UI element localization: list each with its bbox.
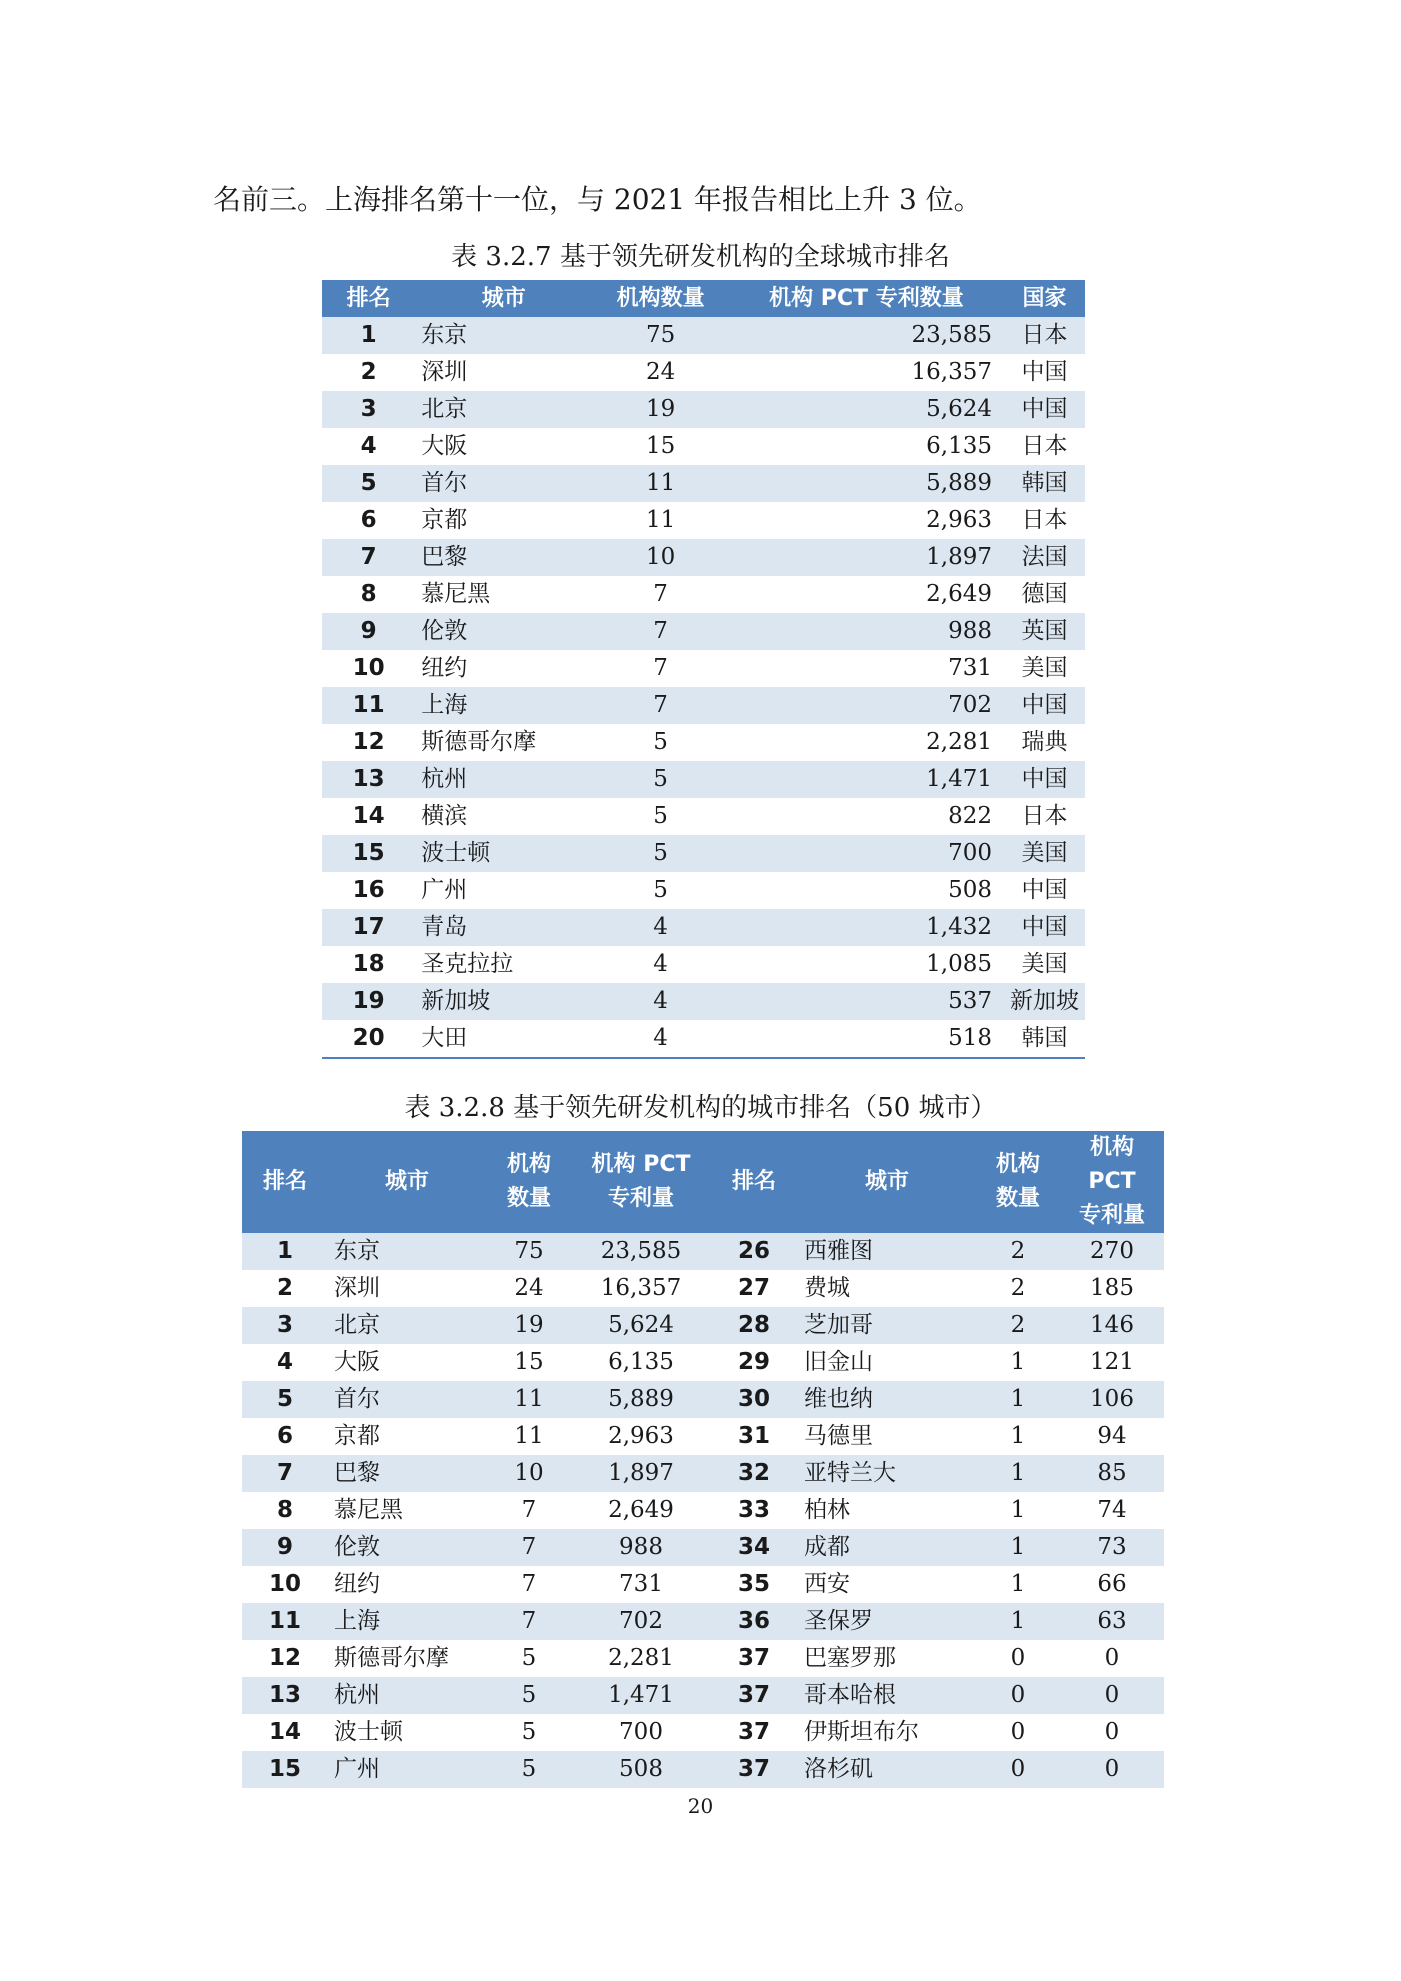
pct-count-cell: 731: [729, 650, 1004, 687]
institution-count-cell: 0: [976, 1677, 1060, 1714]
pct-count-cell: 73: [1060, 1529, 1164, 1566]
pct-count-cell: 146: [1060, 1307, 1164, 1344]
header-city-right: 城市: [798, 1131, 976, 1233]
rank-cell: 16: [322, 872, 415, 909]
rank-cell: 9: [242, 1529, 328, 1566]
city-cell: 伦敦: [415, 613, 592, 650]
pct-count-cell: 5,624: [729, 391, 1004, 428]
country-cell: 日本: [1004, 798, 1085, 835]
institution-count-cell: 1: [976, 1381, 1060, 1418]
pct-count-cell: 1,897: [729, 539, 1004, 576]
pct-count-cell: 2,281: [729, 724, 1004, 761]
header-pct-left: 机构 PCT 专利量: [572, 1131, 710, 1233]
rank-cell: 18: [322, 946, 415, 983]
table-row: [242, 1455, 1164, 1492]
pct-count-cell: 66: [1060, 1566, 1164, 1603]
country-cell: 中国: [1004, 391, 1085, 428]
table-row: [242, 1529, 1164, 1566]
pct-count-cell: 6,135: [572, 1344, 710, 1381]
city-cell: 慕尼黑: [415, 576, 592, 613]
rank-cell: 15: [322, 835, 415, 872]
country-cell: 中国: [1004, 872, 1085, 909]
city-cell: 柏林: [798, 1492, 976, 1529]
institution-count-cell: 5: [592, 798, 728, 835]
pct-count-cell: 85: [1060, 1455, 1164, 1492]
header-city-left: 城市: [328, 1131, 486, 1233]
city-cell: 横滨: [415, 798, 592, 835]
pct-count-cell: 0: [1060, 1640, 1164, 1677]
table-row: [322, 502, 1085, 539]
header-country: 国家: [1004, 280, 1085, 317]
table-row: [322, 687, 1085, 724]
city-cell: 京都: [415, 502, 592, 539]
table2-caption: 表 3.2.8 基于领先研发机构的城市排名（50 城市）: [404, 1093, 997, 1123]
city-cell: 北京: [415, 391, 592, 428]
pct-count-cell: 5,624: [572, 1307, 710, 1344]
city-cell: 维也纳: [798, 1381, 976, 1418]
pct-count-cell: 63: [1060, 1603, 1164, 1640]
pct-count-cell: 731: [572, 1566, 710, 1603]
header-pct-right: 机构 PCT 专利量: [1060, 1131, 1164, 1233]
institution-count-cell: 5: [592, 761, 728, 798]
rank-cell: 33: [710, 1492, 798, 1529]
city-cell: 巴塞罗那: [798, 1640, 976, 1677]
pct-count-cell: 6,135: [729, 428, 1004, 465]
pct-count-cell: 1,471: [729, 761, 1004, 798]
rank-cell: 11: [242, 1603, 328, 1640]
institution-count-cell: 75: [592, 317, 728, 354]
rank-cell: 19: [322, 983, 415, 1020]
rank-cell: 29: [710, 1344, 798, 1381]
pct-count-cell: 23,585: [572, 1233, 710, 1270]
city-cell: 广州: [415, 872, 592, 909]
global-city-ranking-table: [322, 280, 1085, 1059]
rank-cell: 10: [322, 650, 415, 687]
city-cell: 斯德哥尔摩: [328, 1640, 486, 1677]
rank-cell: 1: [242, 1233, 328, 1270]
city-cell: 上海: [415, 687, 592, 724]
pct-count-cell: 5,889: [572, 1381, 710, 1418]
table1-header-row: [322, 280, 1085, 317]
institution-count-cell: 7: [592, 576, 728, 613]
header-rank: 排名: [322, 280, 415, 317]
city-cell: 慕尼黑: [328, 1492, 486, 1529]
institution-count-cell: 1: [976, 1344, 1060, 1381]
pct-count-cell: 822: [729, 798, 1004, 835]
city-cell: 深圳: [328, 1270, 486, 1307]
table-row: [242, 1307, 1164, 1344]
city-cell: 大阪: [415, 428, 592, 465]
institution-count-cell: 5: [592, 872, 728, 909]
city-cell: 马德里: [798, 1418, 976, 1455]
country-cell: 法国: [1004, 539, 1085, 576]
pct-count-cell: 5,889: [729, 465, 1004, 502]
rank-cell: 35: [710, 1566, 798, 1603]
country-cell: 中国: [1004, 761, 1085, 798]
institution-count-cell: 11: [486, 1381, 572, 1418]
rank-cell: 4: [322, 428, 415, 465]
rank-cell: 12: [242, 1640, 328, 1677]
rank-cell: 26: [710, 1233, 798, 1270]
city-cell: 杭州: [328, 1677, 486, 1714]
country-cell: 英国: [1004, 613, 1085, 650]
table-row: [322, 539, 1085, 576]
pct-count-cell: 74: [1060, 1492, 1164, 1529]
table-row: [322, 650, 1085, 687]
pct-count-cell: 16,357: [729, 354, 1004, 391]
city-cell: 上海: [328, 1603, 486, 1640]
institution-count-cell: 15: [486, 1344, 572, 1381]
country-cell: 韩国: [1004, 465, 1085, 502]
page-number: 20: [687, 1794, 714, 1818]
pct-count-cell: 16,357: [572, 1270, 710, 1307]
city-cell: 洛杉矶: [798, 1751, 976, 1788]
pct-count-cell: 106: [1060, 1381, 1164, 1418]
institution-count-cell: 10: [592, 539, 728, 576]
institution-count-cell: 7: [592, 687, 728, 724]
rank-cell: 4: [242, 1344, 328, 1381]
rank-cell: 17: [322, 909, 415, 946]
pct-count-cell: 121: [1060, 1344, 1164, 1381]
institution-count-cell: 7: [486, 1603, 572, 1640]
city-cell: 深圳: [415, 354, 592, 391]
institution-count-cell: 7: [486, 1492, 572, 1529]
rank-cell: 34: [710, 1529, 798, 1566]
city-ranking-50-table: [242, 1131, 1164, 1788]
institution-count-cell: 4: [592, 983, 728, 1020]
institution-count-cell: 5: [486, 1751, 572, 1788]
pct-count-cell: 2,963: [572, 1418, 710, 1455]
pct-count-cell: 23,585: [729, 317, 1004, 354]
pct-count-cell: 2,963: [729, 502, 1004, 539]
pct-count-cell: 2,281: [572, 1640, 710, 1677]
institution-count-cell: 0: [976, 1640, 1060, 1677]
city-cell: 成都: [798, 1529, 976, 1566]
pct-count-cell: 508: [729, 872, 1004, 909]
rank-cell: 15: [242, 1751, 328, 1788]
institution-count-cell: 1: [976, 1455, 1060, 1492]
table-row: [322, 1020, 1085, 1058]
city-cell: 巴黎: [415, 539, 592, 576]
rank-cell: 27: [710, 1270, 798, 1307]
country-cell: 新加坡: [1004, 983, 1085, 1020]
table-row: [322, 983, 1085, 1020]
country-cell: 德国: [1004, 576, 1085, 613]
pct-count-cell: 518: [729, 1020, 1004, 1058]
table2-header-row: [242, 1131, 1164, 1233]
pct-count-cell: 1,471: [572, 1677, 710, 1714]
pct-count-cell: 988: [572, 1529, 710, 1566]
pct-count-cell: 1,432: [729, 909, 1004, 946]
rank-cell: 2: [242, 1270, 328, 1307]
table1-caption: 表 3.2.7 基于领先研发机构的全球城市排名: [451, 242, 950, 272]
table-row: [322, 317, 1085, 354]
city-cell: 西雅图: [798, 1233, 976, 1270]
institution-count-cell: 5: [486, 1714, 572, 1751]
institution-count-cell: 1: [976, 1603, 1060, 1640]
table-row: [322, 391, 1085, 428]
institution-count-cell: 4: [592, 909, 728, 946]
pct-count-cell: 270: [1060, 1233, 1164, 1270]
pct-count-cell: 0: [1060, 1677, 1164, 1714]
pct-count-cell: 1,085: [729, 946, 1004, 983]
institution-count-cell: 0: [976, 1751, 1060, 1788]
table-row: [242, 1714, 1164, 1751]
city-cell: 亚特兰大: [798, 1455, 976, 1492]
rank-cell: 20: [322, 1020, 415, 1058]
rank-cell: 37: [710, 1751, 798, 1788]
rank-cell: 37: [710, 1714, 798, 1751]
pct-count-cell: 2,649: [729, 576, 1004, 613]
city-cell: 哥本哈根: [798, 1677, 976, 1714]
pct-count-cell: 537: [729, 983, 1004, 1020]
city-cell: 京都: [328, 1418, 486, 1455]
rank-cell: 11: [322, 687, 415, 724]
rank-cell: 6: [322, 502, 415, 539]
pct-count-cell: 702: [572, 1603, 710, 1640]
rank-cell: 2: [322, 354, 415, 391]
rank-cell: 5: [242, 1381, 328, 1418]
table-row: [242, 1270, 1164, 1307]
table-row: [322, 872, 1085, 909]
city-cell: 东京: [328, 1233, 486, 1270]
table-row: [322, 835, 1085, 872]
city-cell: 旧金山: [798, 1344, 976, 1381]
country-cell: 美国: [1004, 946, 1085, 983]
table-row: [242, 1344, 1164, 1381]
rank-cell: 37: [710, 1640, 798, 1677]
institution-count-cell: 1: [976, 1529, 1060, 1566]
header-count-right: 机构 数量: [976, 1131, 1060, 1233]
city-cell: 广州: [328, 1751, 486, 1788]
institution-count-cell: 7: [486, 1529, 572, 1566]
rank-cell: 6: [242, 1418, 328, 1455]
city-cell: 大田: [415, 1020, 592, 1058]
institution-count-cell: 7: [486, 1566, 572, 1603]
table-row: [322, 428, 1085, 465]
rank-cell: 30: [710, 1381, 798, 1418]
country-cell: 美国: [1004, 650, 1085, 687]
rank-cell: 7: [322, 539, 415, 576]
city-cell: 青岛: [415, 909, 592, 946]
rank-cell: 7: [242, 1455, 328, 1492]
city-cell: 首尔: [415, 465, 592, 502]
institution-count-cell: 1: [976, 1418, 1060, 1455]
city-cell: 北京: [328, 1307, 486, 1344]
institution-count-cell: 19: [592, 391, 728, 428]
table-row: [242, 1603, 1164, 1640]
rank-cell: 37: [710, 1677, 798, 1714]
pct-count-cell: 700: [572, 1714, 710, 1751]
city-cell: 纽约: [415, 650, 592, 687]
institution-count-cell: 7: [592, 613, 728, 650]
rank-cell: 31: [710, 1418, 798, 1455]
institution-count-cell: 19: [486, 1307, 572, 1344]
table-row: [322, 576, 1085, 613]
rank-cell: 10: [242, 1566, 328, 1603]
institution-count-cell: 75: [486, 1233, 572, 1270]
rank-cell: 36: [710, 1603, 798, 1640]
city-cell: 纽约: [328, 1566, 486, 1603]
city-cell: 西安: [798, 1566, 976, 1603]
institution-count-cell: 2: [976, 1307, 1060, 1344]
rank-cell: 5: [322, 465, 415, 502]
rank-cell: 32: [710, 1455, 798, 1492]
pct-count-cell: 988: [729, 613, 1004, 650]
pct-count-cell: 700: [729, 835, 1004, 872]
table-row: [242, 1418, 1164, 1455]
table-row: [322, 613, 1085, 650]
table-row: [242, 1566, 1164, 1603]
pct-count-cell: 2,649: [572, 1492, 710, 1529]
header-rank-right: 排名: [710, 1131, 798, 1233]
table-row: [322, 354, 1085, 391]
institution-count-cell: 10: [486, 1455, 572, 1492]
institution-count-cell: 4: [592, 946, 728, 983]
table-row: [242, 1233, 1164, 1270]
table-row: [322, 724, 1085, 761]
city-cell: 斯德哥尔摩: [415, 724, 592, 761]
table-row: [242, 1381, 1164, 1418]
institution-count-cell: 5: [592, 724, 728, 761]
institution-count-cell: 11: [486, 1418, 572, 1455]
pct-count-cell: 508: [572, 1751, 710, 1788]
country-cell: 韩国: [1004, 1020, 1085, 1058]
city-cell: 伦敦: [328, 1529, 486, 1566]
city-cell: 芝加哥: [798, 1307, 976, 1344]
institution-count-cell: 24: [592, 354, 728, 391]
country-cell: 日本: [1004, 317, 1085, 354]
city-cell: 波士顿: [328, 1714, 486, 1751]
rank-cell: 3: [322, 391, 415, 428]
institution-count-cell: 15: [592, 428, 728, 465]
pct-count-cell: 1,897: [572, 1455, 710, 1492]
table-row: [322, 761, 1085, 798]
city-cell: 费城: [798, 1270, 976, 1307]
city-cell: 波士顿: [415, 835, 592, 872]
city-cell: 首尔: [328, 1381, 486, 1418]
table-row: [242, 1751, 1164, 1788]
table-row: [242, 1677, 1164, 1714]
institution-count-cell: 5: [486, 1640, 572, 1677]
rank-cell: 28: [710, 1307, 798, 1344]
rank-cell: 9: [322, 613, 415, 650]
city-cell: 新加坡: [415, 983, 592, 1020]
institution-count-cell: 11: [592, 465, 728, 502]
table-row: [322, 798, 1085, 835]
rank-cell: 12: [322, 724, 415, 761]
table-row: [242, 1640, 1164, 1677]
institution-count-cell: 4: [592, 1020, 728, 1058]
institution-count-cell: 5: [486, 1677, 572, 1714]
pct-count-cell: 185: [1060, 1270, 1164, 1307]
header-rank-left: 排名: [242, 1131, 328, 1233]
city-cell: 圣保罗: [798, 1603, 976, 1640]
institution-count-cell: 7: [592, 650, 728, 687]
rank-cell: 3: [242, 1307, 328, 1344]
country-cell: 日本: [1004, 502, 1085, 539]
rank-cell: 13: [242, 1677, 328, 1714]
city-cell: 巴黎: [328, 1455, 486, 1492]
rank-cell: 8: [322, 576, 415, 613]
institution-count-cell: 1: [976, 1492, 1060, 1529]
institution-count-cell: 11: [592, 502, 728, 539]
country-cell: 中国: [1004, 909, 1085, 946]
header-count-left: 机构 数量: [486, 1131, 572, 1233]
header-institution-count: 机构数量: [592, 280, 728, 317]
table-row: [242, 1492, 1164, 1529]
institution-count-cell: 24: [486, 1270, 572, 1307]
header-pct-count: 机构 PCT 专利数量: [729, 280, 1004, 317]
pct-count-cell: 702: [729, 687, 1004, 724]
country-cell: 美国: [1004, 835, 1085, 872]
institution-count-cell: 2: [976, 1270, 1060, 1307]
rank-cell: 13: [322, 761, 415, 798]
rank-cell: 8: [242, 1492, 328, 1529]
table-row: [322, 465, 1085, 502]
city-cell: 杭州: [415, 761, 592, 798]
rank-cell: 1: [322, 317, 415, 354]
country-cell: 瑞典: [1004, 724, 1085, 761]
intro-paragraph: 名前三。上海排名第十一位，与 2021 年报告相比上升 3 位。: [213, 183, 982, 216]
table-row: [322, 909, 1085, 946]
institution-count-cell: 0: [976, 1714, 1060, 1751]
country-cell: 日本: [1004, 428, 1085, 465]
city-cell: 伊斯坦布尔: [798, 1714, 976, 1751]
country-cell: 中国: [1004, 354, 1085, 391]
table-row: [322, 946, 1085, 983]
pct-count-cell: 94: [1060, 1418, 1164, 1455]
pct-count-cell: 0: [1060, 1714, 1164, 1751]
city-cell: 东京: [415, 317, 592, 354]
header-city: 城市: [415, 280, 592, 317]
institution-count-cell: 2: [976, 1233, 1060, 1270]
city-cell: 圣克拉拉: [415, 946, 592, 983]
institution-count-cell: 5: [592, 835, 728, 872]
institution-count-cell: 1: [976, 1566, 1060, 1603]
country-cell: 中国: [1004, 687, 1085, 724]
city-cell: 大阪: [328, 1344, 486, 1381]
rank-cell: 14: [322, 798, 415, 835]
rank-cell: 14: [242, 1714, 328, 1751]
pct-count-cell: 0: [1060, 1751, 1164, 1788]
